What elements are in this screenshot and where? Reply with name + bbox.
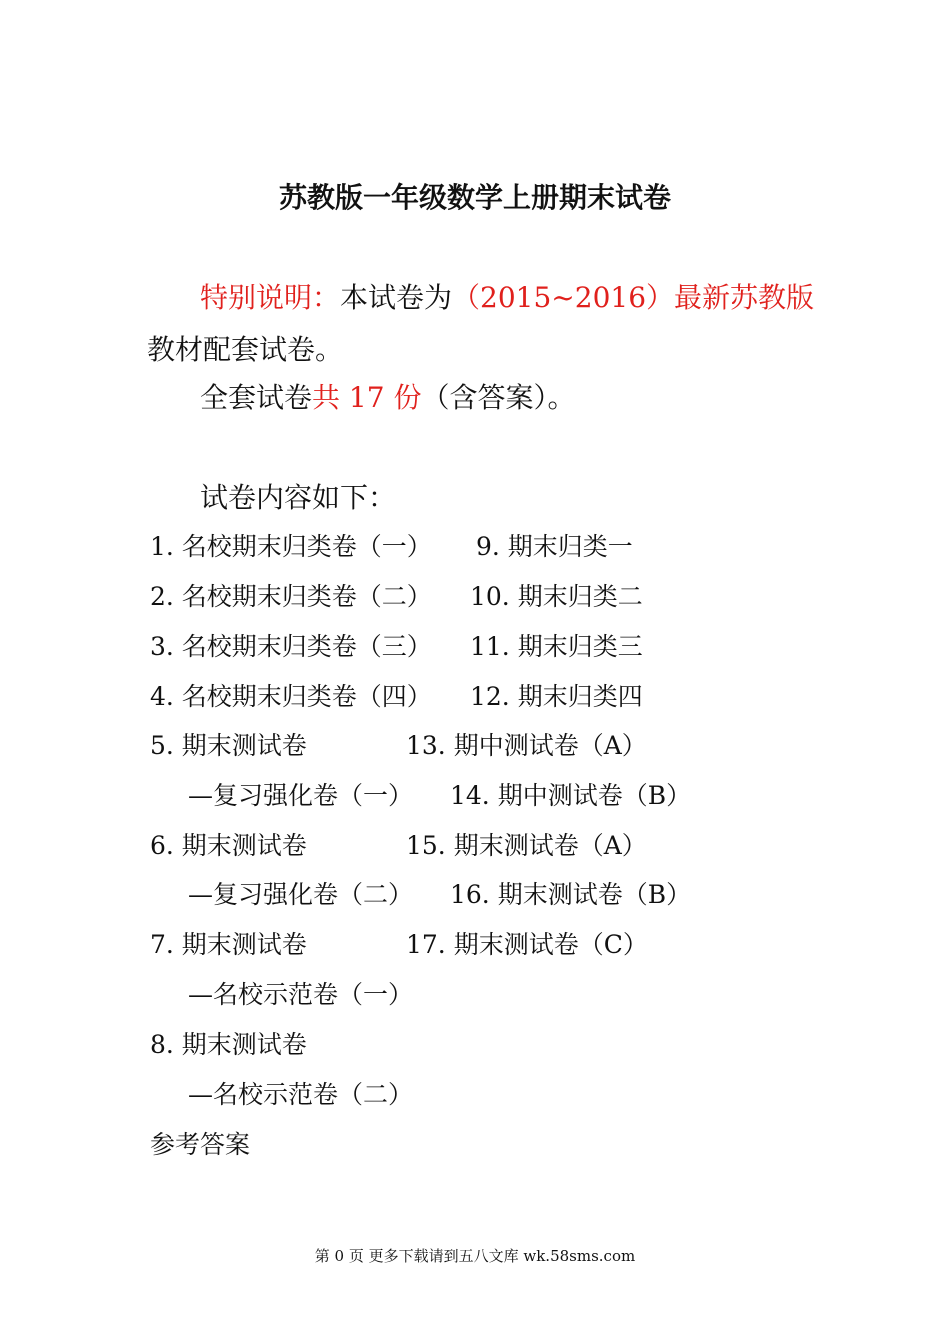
notice-label: 特别说明： [200,281,341,314]
toc-item: —名校示范卷（二） [188,1080,414,1109]
page-footer: 第 0 页 更多下载请到五八文库 wk.58sms.com [314,1247,636,1265]
toc-item: 6. 期末测试卷 [150,831,307,860]
toc-item: 7. 期末测试卷 [150,930,307,959]
toc-item: 17. 期末测试卷（C） [406,930,648,959]
set-info [200,378,575,418]
toc-item: 15. 期末测试卷（A） [406,831,647,860]
toc-item: 16. 期末测试卷（B） [450,880,692,909]
contents-heading: 试卷内容如下： [200,481,397,514]
toc-item: 11. 期末归类三 [470,632,643,661]
toc-item: 4. 名校期末归类卷（四） [150,682,432,711]
set-suffix: （含答案）。 [421,381,576,414]
toc-item: 2. 名校期末归类卷（二） [150,582,432,611]
toc-item: 9. 期末归类一 [476,532,633,561]
notice-edition: （2015~2016）最新苏教版 [452,281,815,314]
answer-key-item: 参考答案 [150,1130,251,1159]
toc-item: 3. 名校期末归类卷（三） [150,632,432,661]
toc-item: 13. 期中测试卷（A） [406,731,647,760]
set-count: 共 17 份 [312,381,422,414]
special-notice [200,278,814,318]
set-prefix: 全套试卷 [200,381,313,414]
toc-item: 10. 期末归类二 [470,582,643,611]
page-title: 苏教版一年级数学上册期末试卷 [278,181,671,214]
toc-item: —复习强化卷（一） [188,781,414,810]
toc-item: —复习强化卷（二） [188,880,414,909]
toc-item: 12. 期末归类四 [470,682,643,711]
toc-item: —名校示范卷（一） [188,980,414,1009]
notice-continuation: 教材配套试卷。 [147,333,344,366]
toc-item: 14. 期中测试卷（B） [450,781,692,810]
toc-item: 1. 名校期末归类卷（一） [150,532,432,561]
toc-item: 5. 期末测试卷 [150,731,307,760]
toc-item: 8. 期末测试卷 [150,1030,307,1059]
notice-text: 本试卷为 [340,281,453,314]
